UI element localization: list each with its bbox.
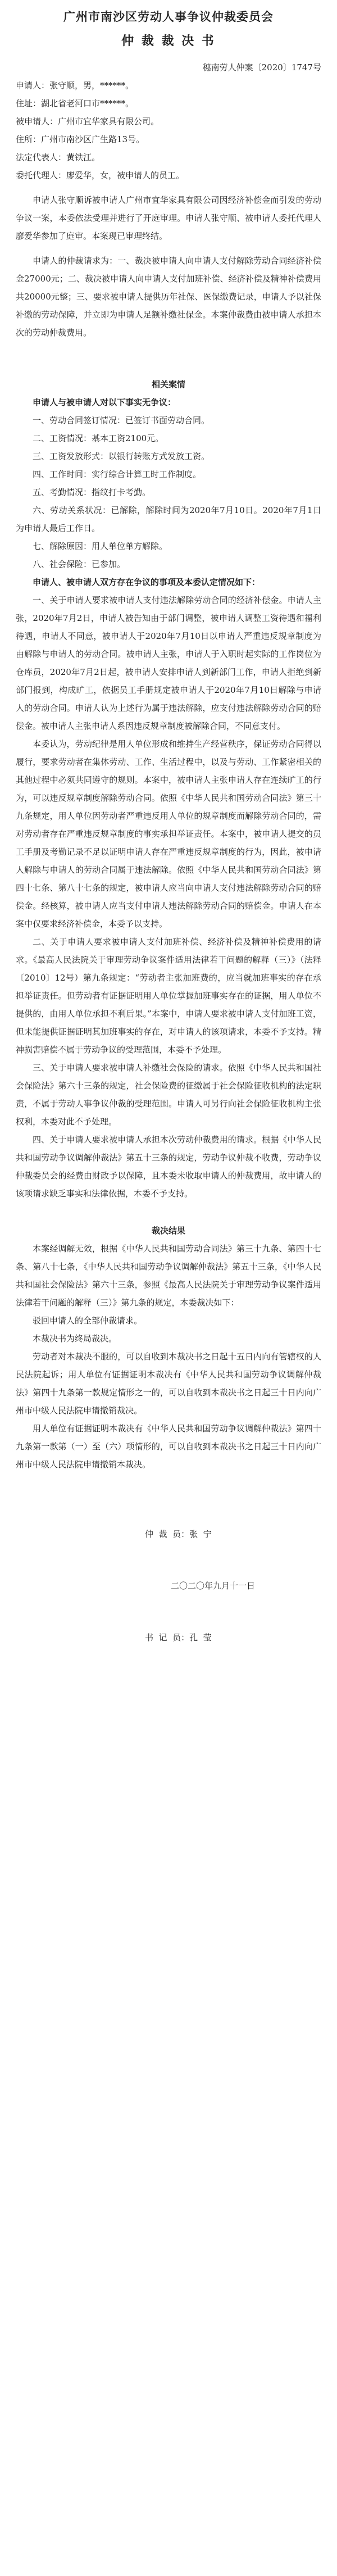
- ruling-item: 本裁决书为终局裁决。: [33, 1334, 117, 1344]
- ruling-item: 劳动者对本裁决不服的，可以自收到本裁决书之日起十五日内向有管辖权的人民法院起诉；用人单位有证据证明本裁决有《中华人民共和国劳动争议调解仲裁法》第四十九条第一款规定情形之一的，可以自收到本裁决书之日起三十日内向广州市中级人民法院申请撤销裁决。: [16, 1352, 321, 1416]
- party-respondent-address: 住所：广州市南沙区广生路13号。: [16, 134, 145, 144]
- disputed-heading: 申请人、被申请人双方存在争议的事项及本委认定情况如下：: [33, 577, 261, 587]
- ruling-item: 用人单位有证据证明本裁决有《中华人民共和国劳动争议调解仲裁法》第四十九条第一款第（一）至（六）项情形的，可以自收到本裁决书之日起三十日内向广州市中级人民法院申请撤销本裁决。: [16, 1423, 321, 1470]
- disputed-item: 本委认为，劳动纪律是用人单位形成和维持生产经营秩序，保证劳动合同得以履行，要求劳动者在集体劳动、工作、生活过程中，以及与劳动、工作紧密相关的其他过程中必须共同遵守的规则。本案中，被申请人主张申请人存在连续旷工的行为，可以违反规章制度解除劳动合同。依照《中华人民共和国劳动合同法》第三十九条规定，用人单位因劳动者严重违反用人单位的规章制度而解除劳动合同的，需对劳动者存在严重违反规章制度的事实承担举证责任。本案中，被申请人提交的员工手册及考勤记录不足以证明申请人存在严重违反规章制度的行为，因此，被申请人解除与申请人的劳动合同属于违法解除。依照《中华人民共和国劳动合同法》第四十七条、第八十七条的规定，被申请人应当向申请人支付违法解除劳动合同的赔偿金。经核算，被申请人应当支付申请人违法解除劳动合同的赔偿金。申请人在本案中仅要求经济补偿金，本委予以支持。: [16, 739, 321, 929]
- party-legal-representative: 法定代表人：黄铁江。: [16, 152, 101, 162]
- arbitrator-signature: 仲 裁 员：张 宁: [145, 1529, 212, 1539]
- undisputed-heading: 申请人与被申请人对以下事实无争议：: [33, 397, 176, 407]
- claims-paragraph: 申请人的仲裁请求为：一、裁决被申请人向申请人支付解除劳动合同经济补偿金27000元；二、裁决被申请人向申请人支付加班补偿、经济补偿及精神补偿费用共20000元整；三、要求被申请人提供历年社保、医保缴费记录，申请人予以社保补缴的劳动保障，并立即为申请人足额补缴社保金。本案仲裁费由被申请人承担本次的劳动仲裁费用。: [16, 256, 321, 338]
- disputed-item: 四、关于申请人要求被申请人承担本次劳动仲裁费用的请求。根据《中华人民共和国劳动争议调解仲裁法》第五十三条的规定，劳动争议仲裁不收费，劳动争议仲裁委员会的经费由财政予以保障，且本委未收取申请人的仲裁费用，故申请人的该项请求缺乏事实和法律依据，本委不予支持。: [16, 1135, 321, 1199]
- clerk-signature: 书 记 员：孔 莹: [145, 1632, 212, 1643]
- undisputed-item: 六、劳动关系状况：已解除，解除时间为2020年7月10日。2020年7月1日为申请人最后工作日。: [16, 505, 321, 533]
- ruling-section-title: 裁决结果: [151, 1226, 185, 1236]
- facts-section-title: 相关案情: [151, 379, 185, 389]
- undisputed-item: 一、劳动合同签订情况：已签订书面劳动合同。: [33, 415, 210, 425]
- party-agent: 委托代理人：廖爱华，女，被申请人的员工。: [16, 170, 185, 180]
- undisputed-item: 四、工作时间：实行综合计算工时工作制度。: [33, 469, 202, 479]
- award-date: 二〇二〇年九月十一日: [170, 1581, 255, 1591]
- party-respondent: 被申请人：广州市宜华家具有限公司。: [16, 116, 160, 126]
- disputed-item: 二、关于申请人要求被申请人支付加班补偿、经济补偿及精神补偿费用的请求。《最高人民法院关于审理劳动争议案件适用法律若干问题的解释（三）》（法释〔2010〕12号）第九条规定：“劳动者主张加班费的，应当就加班事实的存在承担举证责任。但劳动者有证据证明用人单位掌握加班事实存在的证据，用人单位不提供的，由用人单位承担不利后果。”本案中，申请人要求被申请人支付加班工资，但未能提供证据证明其加班事实的存在，对申请人的该项请求，本委不予支持。精神损害赔偿不属于劳动争议的受理范围，本委不予处理。: [16, 937, 321, 1055]
- ruling-item: 驳回申请人的全部仲裁请求。: [33, 1316, 143, 1326]
- party-applicant-address: 住址：湖北省老河口市******。: [16, 98, 134, 108]
- ruling-basis: 本案经调解无效，根据《中华人民共和国劳动合同法》第三十九条、第四十七条、第八十七条，《中华人民共和国劳动争议调解仲裁法》第五十三条，《中华人民共和国社会保险法》第六十三条，参照《最高人民法院关于审理劳动争议案件适用法律若干问题的解释（三）》第九条的规定，本委裁决如下：: [16, 1244, 321, 1308]
- disputed-item: 一、关于申请人要求被申请人支付违法解除劳动合同的经济补偿金。申请人主张，2020年7月2日，申请人被告知由于部门调整，被申请人调整工资待遇和福利待遇，申请人不同意，被申请人于2020年7月10日以申请人严重违反规章制度为由解除与申请人的劳动合同。被申请人主张，申请人于入职时起实际的工作岗位为仓库员，2020年7月2日起，被申请人安排申请人到新部门工作，申请人拒绝到新部门报到，构成旷工，依据员工手册规定被申请人于2020年7月10日解除与申请人的劳动合同。申请人认为上述行为属于违法解除，应支付违法解除劳动合同的赔偿金。被申请人主张申请人系因违反规章制度被解除合同，不同意支付。: [16, 595, 321, 731]
- document-title: 仲 裁 裁 决 书: [121, 34, 216, 48]
- parties-block: [16, 76, 321, 184]
- party-applicant: 申请人：张守顺，男，******。: [16, 80, 134, 90]
- intro-paragraph: 申请人张守顺诉被申请人广州市宜华家具有限公司因经济补偿金而引发的劳动争议一案，本委依法受理并进行了开庭审理。申请人张守顺、被申请人委托代理人廖爱华参加了庭审。本案现已审理终结。: [16, 195, 321, 241]
- commission-name: 广州市南沙区劳动人事争议仲裁委员会: [63, 10, 274, 24]
- undisputed-item: 五、考勤情况：指纹打卡考勤。: [33, 487, 151, 497]
- undisputed-item: 三、工资发放形式：以银行转账方式发放工资。: [33, 451, 210, 461]
- case-number: 穗南劳人仲案〔2020〕1747号: [202, 62, 321, 72]
- undisputed-item: 七、解除原因：用人单位单方解除。: [33, 541, 168, 551]
- disputed-item: 三、关于申请人要求被申请人补缴社会保险的请求。依照《中华人民共和国社会保险法》第六十三条的规定，社会保险费的征缴属于社会保险征收机构的法定职责，不属于劳动人事争议仲裁的受理范围。申请人可另行向社会保险征收机构主张权利，本委对此不予处理。: [16, 1063, 321, 1127]
- undisputed-item: 八、社会保险：已参加。: [33, 559, 126, 569]
- undisputed-item: 二、工资情况：基本工资2100元。: [33, 433, 164, 443]
